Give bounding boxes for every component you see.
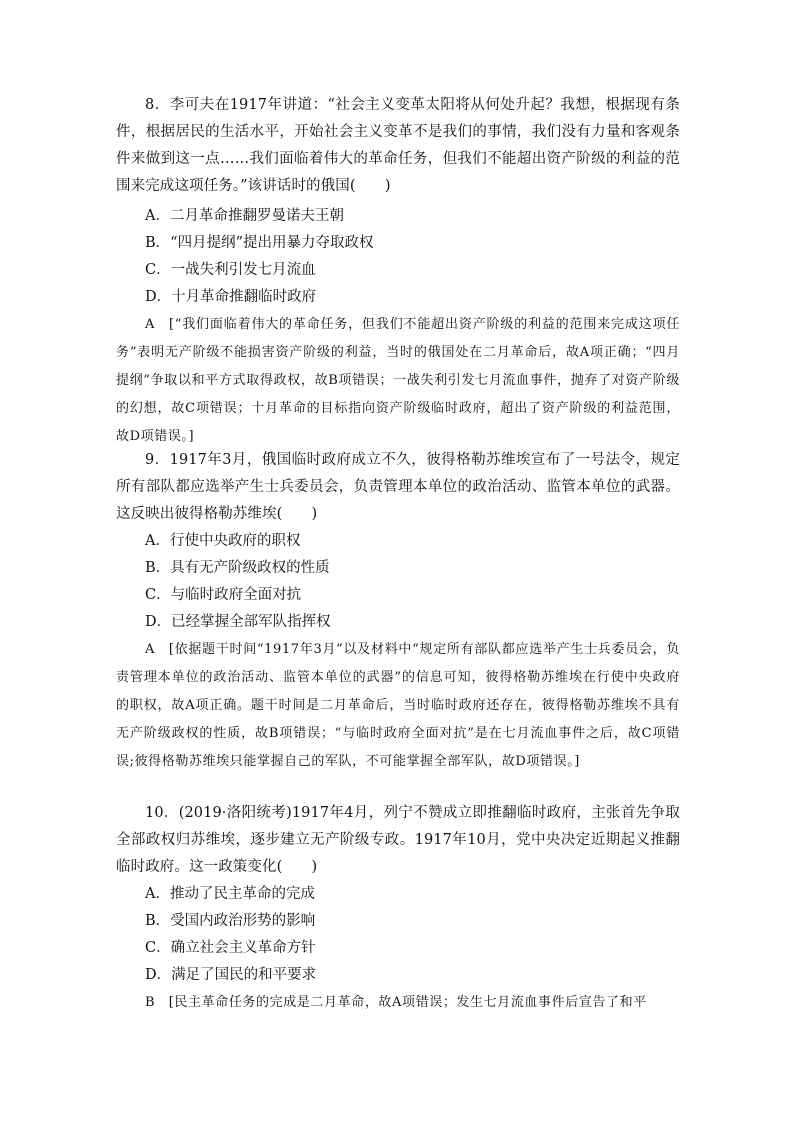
- question-8-stem: 8．李可夫在1917年讲道：“社会主义变革太阳将从何处升起？我想，根据现有条件，根据居民的生活水平，开始社会主义变革不是我们的事情，我们没有力量和客观条件来做到这一点……我们面临着伟大的革命任务，但我们不能超出资产阶级的利益的范围来完成这项任务。”该讲话时的俄国( ): [116, 97, 680, 194]
- question-8-option-d: D．十月革命推翻临时政府: [145, 289, 317, 305]
- question-9-option-d: D．已经掌握全部军队指挥权: [145, 614, 331, 630]
- question-10-answer: B [民主革命任务的完成是二月革命，故A项错误；发生七月流血事件后宣告了和平: [145, 995, 647, 1010]
- question-8-option-c: C．一战失利引发七月流血: [145, 262, 316, 278]
- question-8-answer: A [“我们面临着伟大的革命任务，但我们不能超出资产阶级的利益的范围来完成这项任务”表明无产阶级不能损害资产阶级的利益，当时的俄国处在二月革命后，故A项正确；“四月提纲”争取以和平方式取得政权，故B项错误；一战失利引发七月流血事件，抛弃了对资产阶级的幻想，故C项错误；十月革命的目标指向资产阶级临时政府，超出了资产阶级的利益范围，故D项错误。]: [116, 317, 680, 444]
- question-8-option-b: B．“四月提纲”提出用暴力夺取政权: [145, 235, 374, 251]
- question-10-option-d: D．满足了国民的和平要求: [145, 967, 317, 983]
- question-10-option-c: C．确立社会主义革命方针: [145, 940, 316, 956]
- question-9-option-b: B．具有无产阶级政权的性质: [145, 560, 330, 576]
- question-9-option-c: C．与临时政府全面对抗: [145, 587, 302, 603]
- question-9-answer: A [依据题干时间“1917年3月”以及材料中“规定所有部队都应选举产生士兵委员会，负责管理本单位的政治活动、监管本单位的武器”的信息可知，彼得格勒苏维埃在行使中央政府的职权，故A项正确。题干时间是二月革命后，当时临时政府还存在，彼得格勒苏维埃不具有无产阶级政权的性质，故B项错误；“与临时政府全面对抗”是在七月流血事件之后，故C项错误;彼得格勒苏维埃只能掌握自己的军队，不可能掌握全部军队，故D项错误。]: [116, 642, 680, 769]
- question-8-option-a: A．二月革命推翻罗曼诺夫王朝: [145, 208, 344, 224]
- question-10-stem: 10．(2019·洛阳统考)1917年4月，列宁不赞成立即推翻临时政府，主张首先争取全部政权归苏维埃，逐步建立无产阶级专政。1917年10月，党中央决定近期起义推翻临时政府。这一政策变化( ): [116, 805, 680, 875]
- question-9-option-a: A．行使中央政府的职权: [145, 533, 301, 549]
- question-10-option-b: B．受国内政治形势的影响: [145, 913, 316, 929]
- question-10-option-a: A．推动了民主革命的完成: [145, 886, 315, 902]
- question-9-stem: 9．1917年3月，俄国临时政府成立不久，彼得格勒苏维埃宣布了一号法令，规定所有部队都应选举产生士兵委员会，负责管理本单位的政治活动、监管本单位的武器。这反映出彼得格勒苏维埃( ): [116, 452, 680, 522]
